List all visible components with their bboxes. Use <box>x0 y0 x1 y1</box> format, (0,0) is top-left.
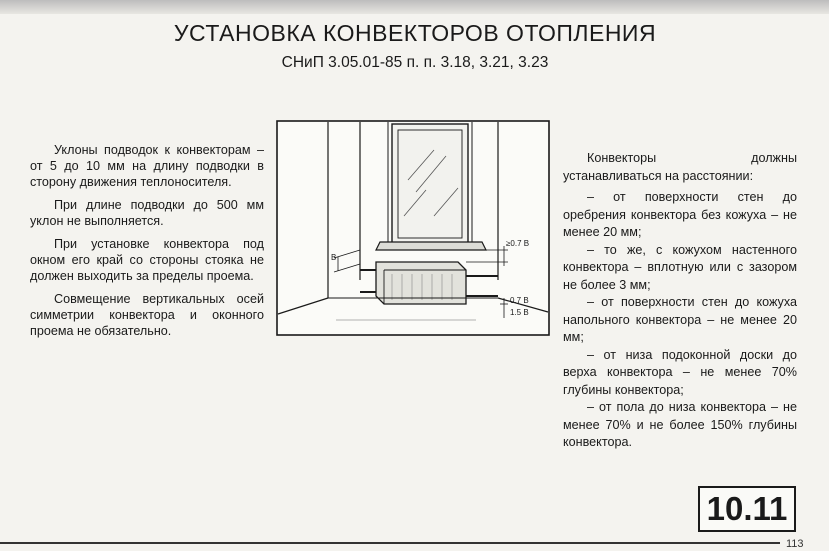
right-item-3: – от поверхности стен до кожуха напольного конвектора – не менее 20 мм; <box>563 295 797 344</box>
right-item-1: – от поверхности стен до оребрения конвектора без кожуха – не менее 20 мм; <box>563 190 797 239</box>
floor-gap-label-max: 1.5 В <box>510 308 529 317</box>
left-paragraph-2: При длине подводки до 500 мм уклон не выполняется. <box>30 198 264 228</box>
left-paragraph-1: Уклоны подводок к конвекторам – от 5 до 10 мм на длину подводки в сторону движения теплоносителя. <box>30 143 264 189</box>
page-number: 113 <box>786 538 804 550</box>
floor-gap-label-min: 0.7 В <box>510 296 529 305</box>
left-paragraph-4: Совмещение вертикальных осей симметрии конвектора и оконного проема не обязательно. <box>30 292 264 338</box>
left-text-column <box>30 142 264 346</box>
scan-top-edge <box>0 0 829 14</box>
section-number-badge: 10.11 <box>698 486 796 532</box>
right-item-2: – то же, с кожухом настенного конвектора – вплотную или с зазором не более 3 мм; <box>563 242 797 292</box>
window-sill <box>376 242 486 250</box>
page-title: УСТАНОВКА КОНВЕКТОРОВ ОТОПЛЕНИЯ <box>173 20 657 46</box>
right-item-5: – от пола до низа конвектора – не менее 70% и не более 150% глубины конвектора. <box>563 400 797 449</box>
depth-label: В <box>331 253 337 262</box>
right-lead-paragraph: Конвекторы должны устанавливаться на расстоянии: <box>563 151 797 183</box>
right-text-column <box>563 150 797 452</box>
bottom-rule <box>0 542 780 544</box>
page-subtitle: СНиП 3.05.01-85 п. п. 3.18, 3.21, 3.23 <box>281 54 549 71</box>
window-frame <box>392 124 468 244</box>
right-item-4: – от низа подоконной доски до верха конвектора – не менее 70% глубины конвектора; <box>563 347 797 397</box>
left-paragraph-3: При установке конвектора под окном его край со стороны стояка не должен выходить за пределы проема. <box>30 237 264 283</box>
convector-diagram <box>276 120 550 336</box>
convector-illustration <box>276 120 550 336</box>
sill-gap-label: ≥0.7 В <box>506 239 530 248</box>
